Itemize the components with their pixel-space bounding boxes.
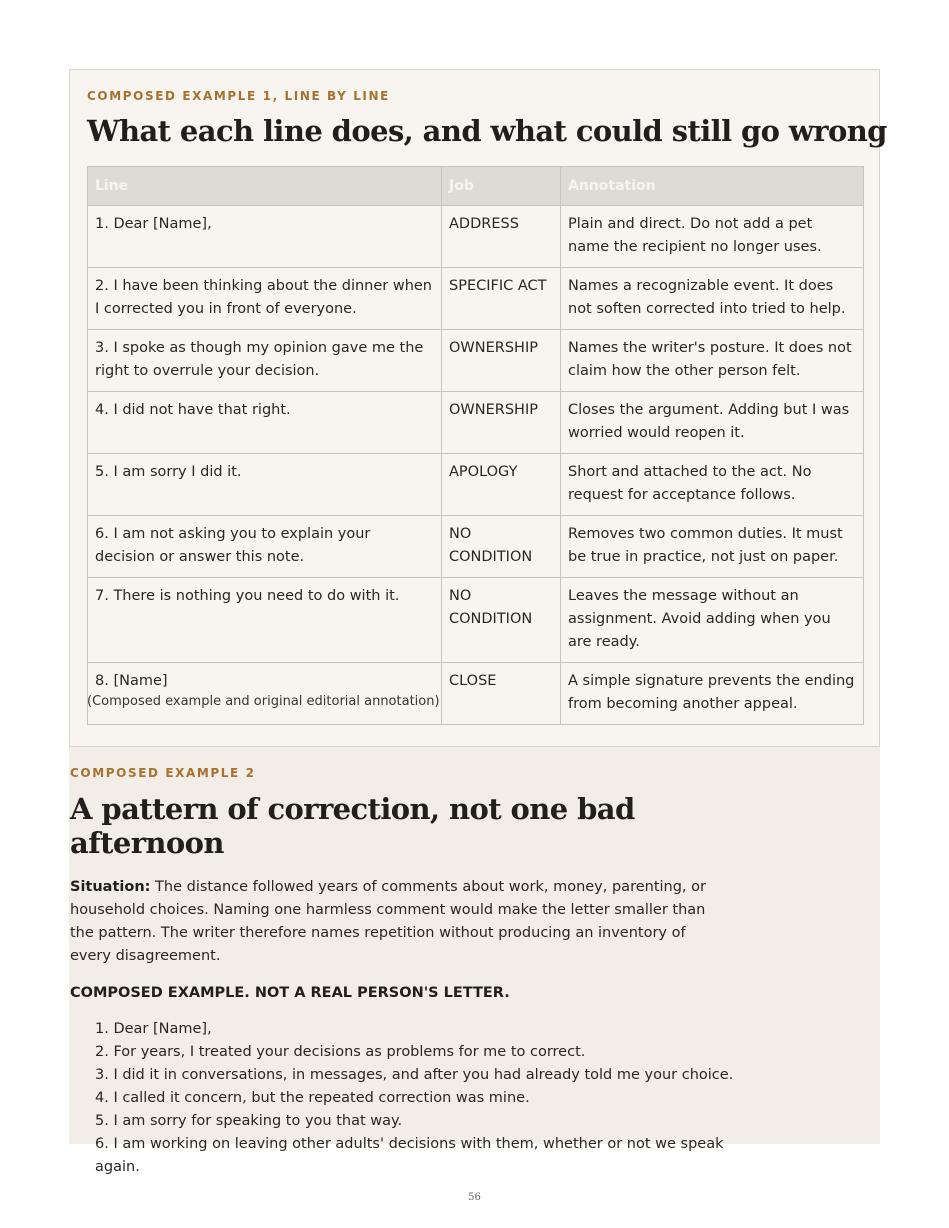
cell-job: CLOSE	[442, 663, 561, 725]
cell-job: OWNERSHIP	[442, 392, 561, 454]
letter-line: 2. For years, I treated your decisions as problems for me to correct.	[95, 1044, 586, 1060]
letter-line: 5. I am sorry for speaking to you that way.	[95, 1113, 403, 1129]
table-caption: (Composed example and original editorial annotation)	[87, 694, 440, 709]
letter-line: 1. Dear [Name],	[95, 1021, 212, 1037]
situation-paragraph	[70, 876, 710, 968]
situation-text: The distance followed years of comments about work, money, parenting, or household choices. Naming one harmless comment would make the letter smaller than the pattern. The writer therefore names repetition without producing an inventory of every disagreement.	[70, 879, 706, 964]
cell-annotation: Names a recognizable event. It does not soften corrected into tried to help.	[561, 268, 864, 330]
cell-annotation: A simple signature prevents the ending from becoming another appeal.	[561, 663, 864, 725]
cell-job: APOLOGY	[442, 454, 561, 516]
table-header-row	[88, 167, 864, 206]
page-number: 56	[468, 1192, 481, 1203]
example2-section	[70, 766, 734, 1179]
cell-line: 2. I have been thinking about the dinner when I corrected you in front of everyone.	[88, 268, 442, 330]
cell-line: 5. I am sorry I did it.	[88, 454, 442, 516]
cell-job: SPECIFIC ACT	[442, 268, 561, 330]
column-header-line: Line	[88, 167, 442, 206]
example2-eyebrow: COMPOSED EXAMPLE 2	[70, 766, 256, 780]
cell-line: 6. I am not asking you to explain your decision or answer this note.	[88, 516, 442, 578]
cell-line: 8. [Name]	[88, 663, 442, 725]
cell-annotation: Short and attached to the act. No request for acceptance follows.	[561, 454, 864, 516]
table-row	[88, 454, 864, 516]
situation-label: Situation:	[70, 879, 151, 895]
cell-job: OWNERSHIP	[442, 330, 561, 392]
letter-line: 6. I am working on leaving other adults' decisions with them, whether or not we speak again.	[95, 1136, 724, 1175]
cell-job: NO CONDITION	[442, 578, 561, 663]
column-header-job: Job	[442, 167, 561, 206]
cell-annotation: Names the writer's posture. It does not claim how the other person felt.	[561, 330, 864, 392]
cell-annotation: Leaves the message without an assignment. Avoid adding when you are ready.	[561, 578, 864, 663]
table-row	[88, 392, 864, 454]
table-row	[88, 330, 864, 392]
example-letter	[70, 1018, 755, 1179]
column-header-annotation: Annotation	[561, 167, 864, 206]
cell-line: 1. Dear [Name],	[88, 206, 442, 268]
cell-line: 3. I spoke as though my opinion gave me the right to overrule your decision.	[88, 330, 442, 392]
line-by-line-table	[87, 166, 864, 725]
table-row	[88, 578, 864, 663]
cell-line: 7. There is nothing you need to do with it.	[88, 578, 442, 663]
letter-line: 3. I did it in conversations, in messages, and after you had already told me your choice.	[95, 1067, 734, 1083]
example2-title: A pattern of correction, not one bad afternoon	[70, 792, 635, 860]
table-row	[88, 206, 864, 268]
example1-card	[69, 69, 887, 747]
table-row	[88, 516, 864, 578]
table-row	[88, 268, 864, 330]
cell-annotation: Removes two common duties. It must be true in practice, not just on paper.	[561, 516, 864, 578]
cell-annotation: Closes the argument. Adding but I was worried would reopen it.	[561, 392, 864, 454]
composed-example-disclaimer: COMPOSED EXAMPLE. NOT A REAL PERSON'S LETTER.	[70, 985, 510, 1001]
example1-eyebrow: COMPOSED EXAMPLE 1, LINE BY LINE	[87, 89, 390, 103]
cell-annotation: Plain and direct. Do not add a pet name the recipient no longer uses.	[561, 206, 864, 268]
cell-job: ADDRESS	[442, 206, 561, 268]
example1-title: What each line does, and what could still go wrong	[87, 114, 887, 148]
cell-job: NO CONDITION	[442, 516, 561, 578]
cell-line: 4. I did not have that right.	[88, 392, 442, 454]
letter-line: 4. I called it concern, but the repeated correction was mine.	[95, 1090, 530, 1106]
